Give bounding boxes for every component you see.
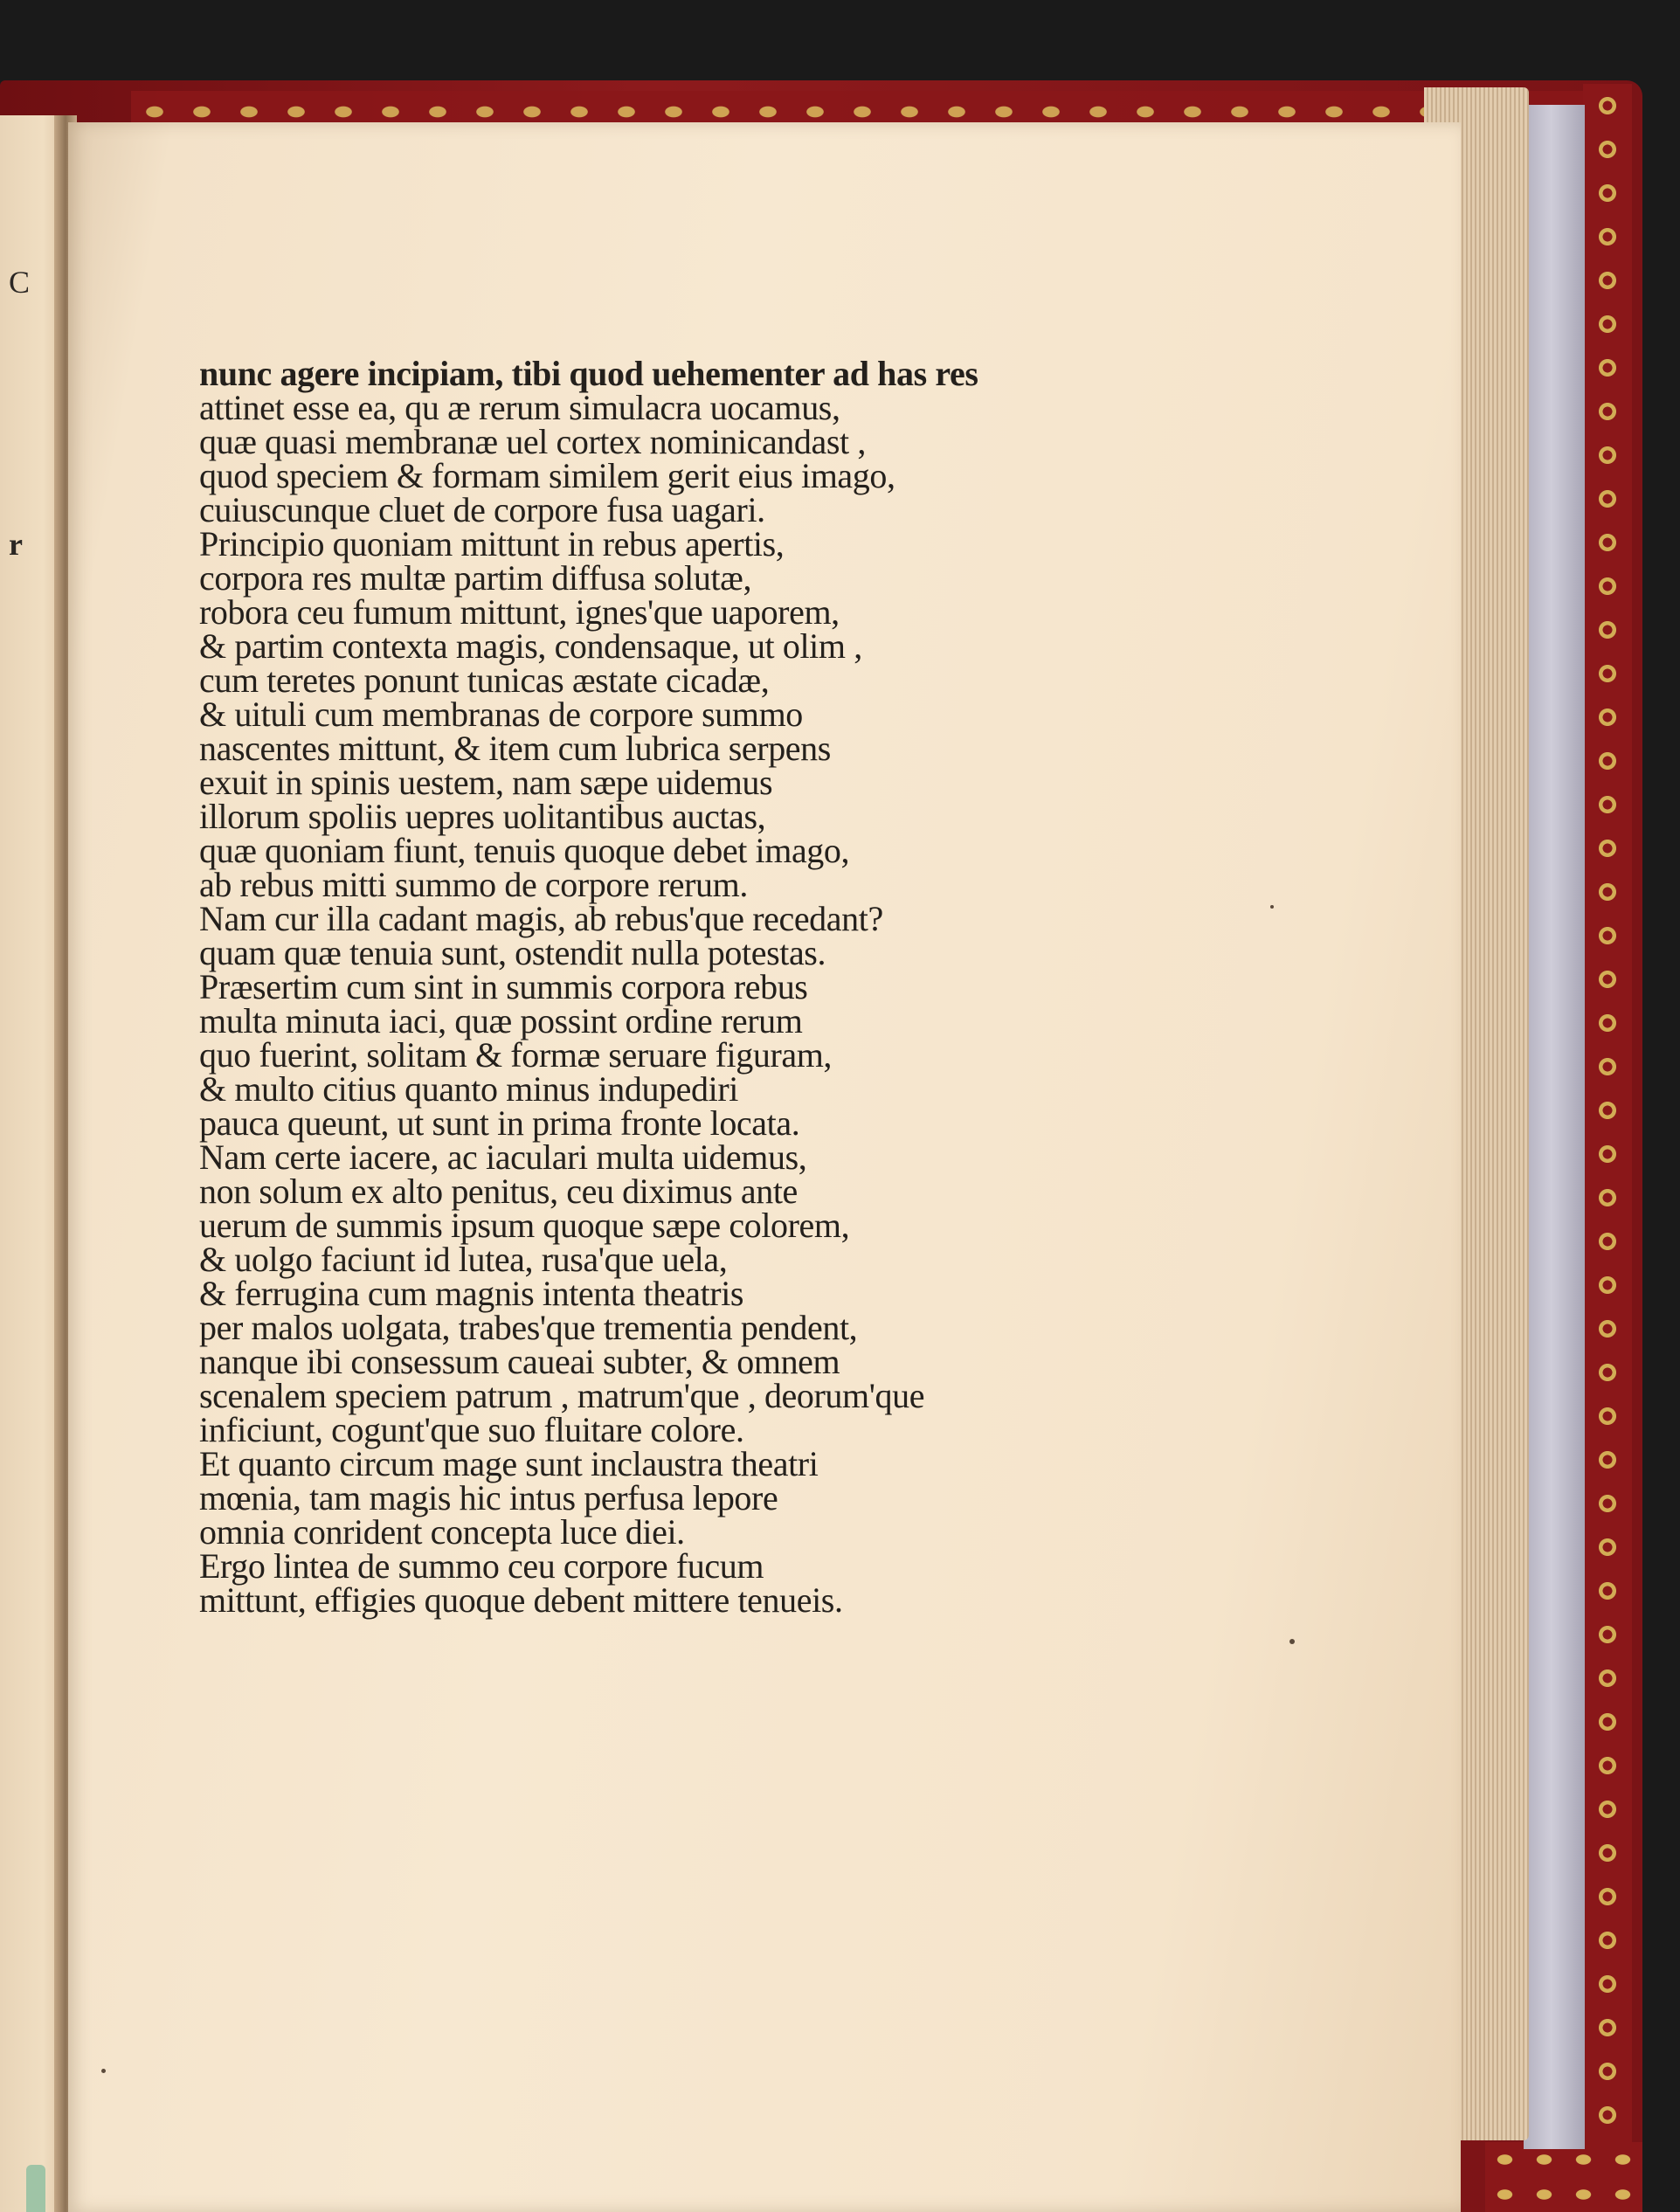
verse-line: exuit in spinis uestem, nam sæpe uidemus [199,763,773,802]
verse-line: scenalem speciem patrum , matrum'que , deorum'que [199,1376,925,1415]
verse-line: nanque ibi consessum caueai subter, & omnem [199,1342,840,1381]
verse-line: corpora res multæ partim diffusa solutæ, [199,558,752,598]
verse-text [199,354,1125,1620]
verse-line: cum teretes ponunt tunicas æstate cicadæ, [199,660,770,700]
verse-line: Nam cur illa cadant magis, ab rebus'que recedant? [199,899,883,938]
previous-page-letter: r [9,527,23,562]
ribbon-marker [26,2165,45,2212]
verse-line: nunc agere incipiam, tibi quod uehementer ad has res [199,354,978,393]
verse-line: nascentes mittunt, & item cum lubrica serpens [199,729,831,768]
verse-line: quæ quoniam fiunt, tenuis quoque debet imago, [199,831,850,870]
verse-line: quam quæ tenuia sunt, ostendit nulla potestas. [199,933,826,972]
book-page [68,122,1461,2212]
gilt-border-corner [1485,2142,1642,2212]
verse-line: pauca queunt, ut sunt in prima fronte locata. [199,1103,800,1143]
verse-line: illorum spoliis uepres uolitantibus auctas, [199,797,766,836]
verse-line: non solum ex alto penitus, ceu diximus ante [199,1172,798,1211]
verse-line: cuiuscunque cluet de corpore fusa uagari. [199,490,765,529]
verse-line: uerum de summis ipsum quoque sæpe colorem, [199,1206,850,1245]
paper-speck [101,2069,106,2073]
verse-line: quod speciem & formam similem gerit eius imago, [199,456,895,495]
verse-line: attinet esse ea, qu æ rerum simulacra uocamus, [199,388,840,427]
verse-line: Præsertim cum sint in summis corpora rebus [199,967,808,1006]
gilt-border-top [131,91,1616,126]
verse-line: Et quanto circum mage sunt inclaustra theatri [199,1444,819,1483]
verse-line: & uituli cum membranas de corpore summo [199,695,803,734]
verse-line: & multo citius quanto minus indupediri [199,1069,738,1109]
verse-line: Ergo lintea de summo ceu corpore fucum [199,1546,764,1586]
paper-speck [1289,1639,1295,1644]
previous-page-letter: C [9,265,31,300]
verse-line: Nam certe iacere, ac iaculari multa uidemus, [199,1137,807,1177]
endpaper-edge [1524,105,1585,2149]
verse-line: robora ceu fumum mittunt, ignes'que uaporem, [199,592,840,632]
verse-line: & ferrugina cum magnis intenta theatris [199,1274,744,1313]
verse-line: ab rebus mitti summo de corpore rerum. [199,865,748,904]
verse-line: & partim contexta magis, condensaque, ut olim , [199,626,862,666]
verse-line: quo fuerint, solitam & formæ seruare figuram, [199,1035,833,1075]
verse-line: multa minuta iaci, quæ possint ordine rerum [199,1001,803,1040]
paper-speck [1270,905,1274,909]
verse-line: Principio quoniam mittunt in rebus apertis, [199,524,785,563]
verse-line: mittunt, effigies quoque debent mittere tenueis. [199,1580,843,1620]
verse-line: inficiunt, cogunt'que suo fluitare colore. [199,1410,744,1449]
verse-line: mœnia, tam magis hic intus perfusa lepore [199,1478,778,1517]
gilt-border-right [1583,84,1632,2181]
verse-line: per malos uolgata, trabes'que trementia pendent, [199,1308,858,1347]
verse-line: quæ quasi membranæ uel cortex nominicandast , [199,422,866,461]
verse-line: & uolgo faciunt id lutea, rusa'que uela, [199,1240,728,1279]
verse-line: omnia conrident concepta luce diei. [199,1512,685,1552]
